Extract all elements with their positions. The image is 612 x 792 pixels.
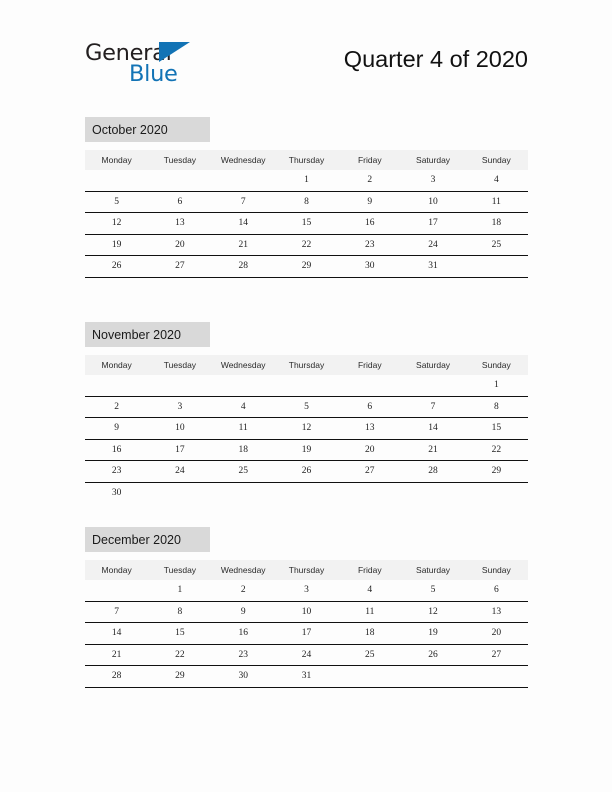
calendar-body xyxy=(85,580,528,687)
month-title-bar xyxy=(85,527,210,552)
weekday-header-sunday: Sunday xyxy=(465,560,528,580)
calendar-day-cell[interactable]: 26 xyxy=(85,256,148,278)
calendar-empty-cell xyxy=(401,482,464,503)
calendar-week-row xyxy=(85,644,528,666)
weekday-header-thursday: Thursday xyxy=(275,560,338,580)
logo-text-general: General xyxy=(85,40,172,66)
calendar-week-row xyxy=(85,170,528,191)
weekday-header-row xyxy=(85,355,528,375)
month-title-bar xyxy=(85,117,210,142)
calendar-table-december xyxy=(85,560,528,688)
calendar-day-cell[interactable]: 13 xyxy=(148,213,211,235)
calendar-day-cell[interactable]: 5 xyxy=(85,191,148,213)
calendar-week-row xyxy=(85,396,528,418)
calendar-day-cell[interactable]: 14 xyxy=(85,623,148,645)
calendar-day-cell[interactable]: 1 xyxy=(275,170,338,191)
calendar-empty-cell xyxy=(465,666,528,688)
month-block-november xyxy=(85,322,528,503)
calendar-day-cell[interactable]: 16 xyxy=(212,623,275,645)
weekday-header-row xyxy=(85,150,528,170)
calendar-day-cell[interactable]: 13 xyxy=(465,601,528,623)
calendar-day-cell[interactable]: 30 xyxy=(111,487,122,498)
calendar-day-cell[interactable]: 25 xyxy=(212,461,275,483)
calendar-day-cell[interactable]: 6 xyxy=(148,191,211,213)
weekday-header-row xyxy=(85,560,528,580)
calendar-day-cell[interactable]: 31 xyxy=(401,256,464,278)
calendar-day-cell[interactable]: 1 xyxy=(465,375,528,396)
weekday-header-monday: Monday xyxy=(85,560,148,580)
weekday-header-friday: Friday xyxy=(338,355,401,375)
calendar-week-row xyxy=(85,191,528,213)
calendar-day-cell[interactable]: 3 xyxy=(401,170,464,191)
month-block-december xyxy=(85,527,528,688)
calendar-day-cell[interactable]: 20 xyxy=(465,623,528,645)
calendar-day-cell[interactable]: 18 xyxy=(465,213,528,235)
calendar-day-cell[interactable]: 19 xyxy=(85,234,148,256)
calendar-day-cell[interactable]: 28 xyxy=(85,666,148,688)
calendar-day-cell[interactable]: 11 xyxy=(338,601,401,623)
calendar-empty-cell xyxy=(85,580,148,601)
calendar-day-cell[interactable]: 25 xyxy=(465,234,528,256)
calendar-day-cell[interactable]: 24 xyxy=(401,234,464,256)
calendar-empty-cell xyxy=(212,170,275,191)
calendar-week-row xyxy=(85,213,528,235)
calendar-day-cell[interactable]: 15 xyxy=(148,623,211,645)
calendar-day-cell[interactable]: 4 xyxy=(338,580,401,601)
calendar-day-cell[interactable]: 16 xyxy=(338,213,401,235)
calendar-day-cell[interactable]: 3 xyxy=(148,396,211,418)
calendar-day-cell[interactable]: 27 xyxy=(338,461,401,483)
weekday-header-wednesday: Wednesday xyxy=(212,150,275,170)
calendar-week-row xyxy=(85,666,528,688)
calendar-empty-cell xyxy=(85,375,148,396)
calendar-day-cell[interactable]: 2 xyxy=(212,580,275,601)
calendar-day-cell[interactable]: 9 xyxy=(85,418,148,440)
weekday-header-saturday: Saturday xyxy=(401,355,464,375)
weekday-header-wednesday: Wednesday xyxy=(212,355,275,375)
calendar-day-cell[interactable]: 11 xyxy=(465,191,528,213)
calendar-day-cell[interactable]: 20 xyxy=(338,439,401,461)
calendar-week-row xyxy=(85,623,528,645)
calendar-day-cell[interactable]: 25 xyxy=(338,644,401,666)
calendar-day-cell[interactable]: 24 xyxy=(275,644,338,666)
calendar-day-cell[interactable]: 3 xyxy=(275,580,338,601)
calendar-empty-cell xyxy=(465,482,528,503)
calendar-day-cell[interactable]: 23 xyxy=(85,461,148,483)
calendar-week-row xyxy=(85,601,528,623)
calendar-day-cell[interactable]: 19 xyxy=(275,439,338,461)
calendar-day-cell[interactable]: 22 xyxy=(275,234,338,256)
calendar-day-cell[interactable]: 15 xyxy=(275,213,338,235)
calendar-empty-cell xyxy=(401,666,464,688)
calendar-day-cell[interactable]: 17 xyxy=(148,439,211,461)
calendar-body xyxy=(85,375,528,503)
weekday-header-friday: Friday xyxy=(338,560,401,580)
weekday-header-tuesday: Tuesday xyxy=(148,150,211,170)
calendar-empty-cell xyxy=(275,482,338,503)
calendar-day-cell[interactable]: 15 xyxy=(465,418,528,440)
calendar-day-cell[interactable]: 23 xyxy=(212,644,275,666)
calendar-empty-cell xyxy=(148,375,211,396)
month-title-bar xyxy=(85,322,210,347)
calendar-day-cell[interactable]: 26 xyxy=(401,644,464,666)
calendar-day-cell[interactable]: 13 xyxy=(338,418,401,440)
calendar-week-row xyxy=(85,375,528,396)
calendar-day-cell[interactable]: 21 xyxy=(85,644,148,666)
calendar-empty-cell xyxy=(401,375,464,396)
calendar-day-cell[interactable]: 26 xyxy=(275,461,338,483)
calendar-day-cell[interactable]: 4 xyxy=(212,396,275,418)
calendar-day-cell[interactable]: 30 xyxy=(212,666,275,688)
calendar-day-cell[interactable]: 23 xyxy=(338,234,401,256)
calendar-day-cell[interactable]: 7 xyxy=(85,601,148,623)
calendar-day-cell[interactable]: 9 xyxy=(338,191,401,213)
weekday-header-monday: Monday xyxy=(85,150,148,170)
weekday-header-sunday: Sunday xyxy=(465,355,528,375)
calendar-day-cell[interactable]: 18 xyxy=(338,623,401,645)
calendar-day-cell[interactable]: 7 xyxy=(212,191,275,213)
calendar-day-cell[interactable]: 28 xyxy=(212,256,275,278)
calendar-empty-cell xyxy=(465,256,528,278)
calendar-week-row xyxy=(85,256,528,278)
month-title-label: November 2020 xyxy=(92,327,181,342)
calendar-day-cell[interactable]: 12 xyxy=(401,601,464,623)
logo-text-blue: Blue xyxy=(129,61,178,87)
calendar-empty-cell xyxy=(212,375,275,396)
calendar-day-cell[interactable]: 27 xyxy=(148,256,211,278)
calendar-week-row xyxy=(85,418,528,440)
calendar-day-cell[interactable]: 5 xyxy=(401,580,464,601)
calendar-day-cell[interactable]: 6 xyxy=(465,580,528,601)
calendar-day-cell[interactable]: 11 xyxy=(212,418,275,440)
calendar-empty-cell xyxy=(85,170,148,191)
calendar-day-cell[interactable]: 4 xyxy=(465,170,528,191)
weekday-header-sunday: Sunday xyxy=(465,150,528,170)
calendar-day-cell[interactable]: 10 xyxy=(275,601,338,623)
calendar-day-cell[interactable]: 14 xyxy=(401,418,464,440)
calendar-day-cell[interactable]: 30 xyxy=(338,256,401,278)
calendar-day-cell[interactable]: 29 xyxy=(148,666,211,688)
calendar-day-cell[interactable]: 22 xyxy=(465,439,528,461)
calendar-week-row xyxy=(85,234,528,256)
calendar-day-cell[interactable]: 8 xyxy=(275,191,338,213)
calendar-day-cell[interactable]: 31 xyxy=(275,666,338,688)
calendar-day-cell[interactable]: 10 xyxy=(401,191,464,213)
calendar-day-cell[interactable]: 2 xyxy=(85,396,148,418)
calendar-day-cell[interactable]: 5 xyxy=(275,396,338,418)
weekday-header-saturday: Saturday xyxy=(401,560,464,580)
calendar-week-row xyxy=(85,439,528,461)
calendar-empty-cell xyxy=(338,482,401,503)
weekday-header-thursday: Thursday xyxy=(275,355,338,375)
weekday-header-saturday: Saturday xyxy=(401,150,464,170)
weekday-header-tuesday: Tuesday xyxy=(148,560,211,580)
calendar-day-cell[interactable]: 14 xyxy=(212,213,275,235)
calendar-empty-cell xyxy=(212,482,275,503)
blue-triangle-icon xyxy=(159,42,190,62)
calendar-empty-cell xyxy=(148,170,211,191)
calendar-day-cell[interactable]: 21 xyxy=(212,234,275,256)
calendar-day-cell[interactable]: 19 xyxy=(401,623,464,645)
calendar-day-cell[interactable]: 2 xyxy=(338,170,401,191)
calendar-day-cell[interactable]: 12 xyxy=(85,213,148,235)
calendar-day-cell[interactable]: 1 xyxy=(148,580,211,601)
calendar-week-row xyxy=(85,482,528,503)
calendar-table-november xyxy=(85,355,528,503)
calendar-empty-cell xyxy=(148,482,211,503)
calendar-day-cell[interactable]: 8 xyxy=(148,601,211,623)
calendar-day-cell[interactable]: 9 xyxy=(212,601,275,623)
calendar-day-cell[interactable]: 29 xyxy=(275,256,338,278)
weekday-header-tuesday: Tuesday xyxy=(148,355,211,375)
calendar-empty-cell xyxy=(338,375,401,396)
weekday-header-wednesday: Wednesday xyxy=(212,560,275,580)
calendar-day-cell[interactable]: 7 xyxy=(401,396,464,418)
calendar-day-cell[interactable]: 20 xyxy=(148,234,211,256)
calendar-week-row xyxy=(85,461,528,483)
calendar-day-cell[interactable]: 12 xyxy=(275,418,338,440)
weekday-header-friday: Friday xyxy=(338,150,401,170)
calendar-body xyxy=(85,170,528,277)
calendar-day-cell[interactable]: 10 xyxy=(148,418,211,440)
calendar-day-cell[interactable]: 27 xyxy=(465,644,528,666)
calendar-day-cell[interactable]: 8 xyxy=(465,396,528,418)
month-title-label: October 2020 xyxy=(92,122,168,137)
calendar-day-cell[interactable]: 6 xyxy=(338,396,401,418)
calendar-empty-cell xyxy=(338,666,401,688)
calendar-day-cell[interactable]: 17 xyxy=(275,623,338,645)
calendar-table-october xyxy=(85,150,528,278)
calendar-day-cell[interactable]: 28 xyxy=(401,461,464,483)
weekday-header-monday: Monday xyxy=(85,355,148,375)
page-header xyxy=(85,38,528,94)
calendar-day-cell[interactable]: 24 xyxy=(148,461,211,483)
calendar-day-cell[interactable]: 16 xyxy=(85,439,148,461)
calendar-day-cell[interactable]: 22 xyxy=(148,644,211,666)
calendar-week-row xyxy=(85,580,528,601)
calendar-empty-cell xyxy=(275,375,338,396)
calendar-day-cell[interactable]: 21 xyxy=(401,439,464,461)
month-title-label: December 2020 xyxy=(92,532,181,547)
calendar-day-cell[interactable]: 17 xyxy=(401,213,464,235)
page-title: Quarter 4 of 2020 xyxy=(343,46,528,72)
weekday-header-thursday: Thursday xyxy=(275,150,338,170)
calendar-day-cell[interactable]: 18 xyxy=(212,439,275,461)
month-block-october xyxy=(85,117,528,278)
general-blue-logo xyxy=(85,38,275,88)
calendar-day-cell[interactable]: 29 xyxy=(465,461,528,483)
